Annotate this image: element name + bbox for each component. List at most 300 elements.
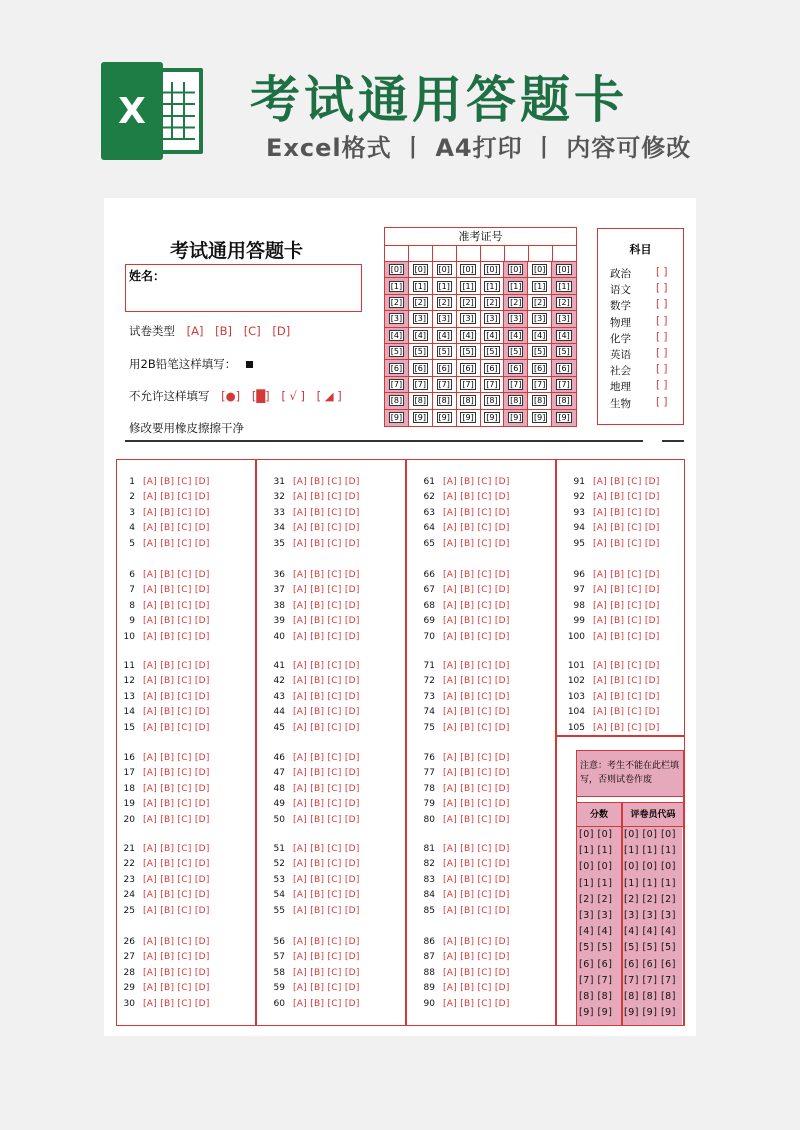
- exam-digit-bubble[interactable]: [552, 360, 576, 376]
- answer-options[interactable]: [A] [B] [C] [D]: [593, 477, 660, 487]
- question-row: [111, 476, 210, 488]
- subject-row[interactable]: [610, 379, 668, 394]
- answer-options[interactable]: [A] [B] [C] [D]: [143, 952, 210, 963]
- exam-digit-bubble[interactable]: [481, 344, 505, 360]
- exam-digit-label: [1]: [510, 281, 522, 291]
- score-bubble-row[interactable]: [2] [2]: [579, 893, 613, 905]
- exam-digit-bubble[interactable]: [457, 311, 481, 327]
- name-field[interactable]: [125, 264, 362, 312]
- answer-options[interactable]: [A] [B] [C] [D]: [443, 523, 510, 534]
- answer-options[interactable]: [A] [B] [C] [D]: [143, 631, 210, 642]
- exam-digit-bubble[interactable]: [385, 278, 409, 294]
- exam-digit-bubble[interactable]: [528, 393, 552, 409]
- answer-options[interactable]: [A] [B] [C] [D]: [293, 937, 360, 947]
- grader-bubble-row[interactable]: [1] [1] [1]: [624, 877, 676, 889]
- answer-options[interactable]: [A] [B] [C] [D]: [293, 507, 360, 518]
- exam-digit-bubble[interactable]: [528, 360, 552, 376]
- score-bubble-row[interactable]: [0] [0]: [579, 829, 613, 840]
- exam-digit-label: [0]: [462, 265, 474, 275]
- answer-options[interactable]: [A] [B] [C] [D]: [443, 570, 510, 580]
- question-number: 26: [123, 937, 135, 947]
- paper-type-a[interactable]: [A]: [186, 324, 204, 338]
- exam-digit-label: [0]: [510, 265, 522, 275]
- exam-digit-bubble[interactable]: [504, 295, 528, 311]
- question-number: 27: [123, 952, 135, 963]
- exam-digit-bubble[interactable]: [433, 278, 457, 294]
- score-bubble-row[interactable]: [1] [1]: [579, 877, 613, 889]
- exam-digit-bubble[interactable]: [481, 262, 505, 278]
- score-bubble-row[interactable]: [4] [4]: [579, 926, 613, 938]
- exam-digit-label: [2]: [534, 297, 546, 307]
- exam-digit-bubble[interactable]: [552, 311, 576, 327]
- exam-digit-bubble[interactable]: [409, 360, 433, 376]
- answer-options[interactable]: [A] [B] [C] [D]: [143, 676, 210, 687]
- question-number: 36: [273, 570, 285, 580]
- answer-options[interactable]: [A] [B] [C] [D]: [593, 523, 660, 534]
- answer-options[interactable]: [A] [B] [C] [D]: [143, 814, 210, 825]
- subject-row[interactable]: [610, 282, 668, 297]
- exam-digit-bubble[interactable]: [457, 328, 481, 344]
- exam-digit-bubble[interactable]: [385, 328, 409, 344]
- question-row: [411, 631, 510, 643]
- answer-options[interactable]: [A] [B] [C] [D]: [143, 799, 210, 810]
- answer-options[interactable]: [A] [B] [C] [D]: [143, 874, 210, 885]
- subject-bubble[interactable]: [ ]: [656, 266, 668, 278]
- exam-digit-bubble[interactable]: [504, 393, 528, 409]
- answer-options[interactable]: [A] [B] [C] [D]: [293, 585, 360, 596]
- answer-options[interactable]: [A] [B] [C] [D]: [143, 768, 210, 779]
- answer-options[interactable]: [A] [B] [C] [D]: [143, 600, 210, 611]
- exam-digit-bubble[interactable]: [433, 262, 457, 278]
- answer-options[interactable]: [A] [B] [C] [D]: [143, 492, 210, 503]
- question-row: [111, 752, 210, 764]
- exam-digit-bubble[interactable]: [528, 295, 552, 311]
- answer-options[interactable]: [A] [B] [C] [D]: [593, 722, 660, 733]
- question-row: [111, 967, 210, 979]
- exam-digit-bubble[interactable]: [409, 328, 433, 344]
- paper-type-b[interactable]: [B]: [215, 324, 233, 338]
- exam-digit-bubble[interactable]: [528, 344, 552, 360]
- answer-options[interactable]: [A] [B] [C] [D]: [443, 937, 510, 947]
- grader-bubble-row[interactable]: [1] [1] [1]: [624, 845, 676, 857]
- exam-digit-bubble[interactable]: [528, 278, 552, 294]
- answer-options[interactable]: [A] [B] [C] [D]: [443, 707, 510, 718]
- exam-digit-bubble[interactable]: [385, 262, 409, 278]
- answer-options[interactable]: [A] [B] [C] [D]: [593, 538, 660, 549]
- subject-label: 语文: [610, 284, 631, 297]
- exam-digit-label: [5]: [486, 347, 498, 357]
- answer-options[interactable]: [A] [B] [C] [D]: [293, 523, 360, 534]
- answer-options[interactable]: [A] [B] [C] [D]: [143, 691, 210, 702]
- answer-options[interactable]: [A] [B] [C] [D]: [293, 859, 360, 870]
- question-row: [411, 491, 510, 503]
- exam-digit-bubble[interactable]: [552, 278, 576, 294]
- answer-options[interactable]: [A] [B] [C] [D]: [443, 768, 510, 779]
- exam-digit-bubble[interactable]: [457, 393, 481, 409]
- exam-digit-bubble[interactable]: [481, 377, 505, 393]
- exam-digit-label: [3]: [510, 314, 522, 324]
- answer-options[interactable]: [A] [B] [C] [D]: [443, 844, 510, 854]
- question-row: [561, 569, 660, 581]
- question-row: [561, 722, 660, 734]
- answer-options[interactable]: [A] [B] [C] [D]: [293, 814, 360, 825]
- question-number: 85: [423, 905, 435, 916]
- subject-bubble[interactable]: [ ]: [656, 363, 668, 376]
- exam-digit-bubble[interactable]: [385, 295, 409, 311]
- answer-options[interactable]: [A] [B] [C] [D]: [443, 890, 510, 901]
- paper-type-c[interactable]: [C]: [243, 324, 261, 338]
- question-number: 39: [273, 616, 285, 627]
- exam-digit-bubble[interactable]: [528, 377, 552, 393]
- grader-bubble-row[interactable]: [0] [0] [0]: [624, 861, 676, 873]
- subject-row[interactable]: [610, 266, 668, 281]
- subject-row[interactable]: [610, 298, 668, 313]
- answer-options[interactable]: [A] [B] [C] [D]: [293, 707, 360, 718]
- exam-digit-label: [7]: [510, 379, 522, 389]
- exam-number-box: [384, 227, 577, 427]
- answer-options[interactable]: [A] [B] [C] [D]: [293, 768, 360, 779]
- exam-digit-bubble[interactable]: [528, 262, 552, 278]
- exam-digit-bubble[interactable]: [481, 410, 505, 426]
- exam-digit-bubble[interactable]: [552, 344, 576, 360]
- answer-options[interactable]: [A] [B] [C] [D]: [593, 585, 660, 596]
- exam-digit-bubble[interactable]: [409, 295, 433, 311]
- exam-digit-label: [5]: [414, 347, 426, 357]
- exam-digit-bubble[interactable]: [504, 360, 528, 376]
- answer-options[interactable]: [A] [B] [C] [D]: [593, 507, 660, 518]
- grading-separator: [621, 803, 623, 1025]
- subject-bubble[interactable]: [ ]: [656, 347, 668, 359]
- answer-options[interactable]: [A] [B] [C] [D]: [143, 890, 210, 901]
- answer-options[interactable]: [A] [B] [C] [D]: [293, 676, 360, 687]
- exam-digit-bubble[interactable]: [433, 295, 457, 311]
- answer-options[interactable]: [A] [B] [C] [D]: [143, 507, 210, 518]
- exam-digit-bubble[interactable]: [504, 278, 528, 294]
- answer-options[interactable]: [A] [B] [C] [D]: [593, 600, 660, 611]
- subject-bubble[interactable]: [ ]: [656, 298, 668, 311]
- answer-options[interactable]: [A] [B] [C] [D]: [443, 616, 510, 627]
- exam-digit-bubble[interactable]: [409, 344, 433, 360]
- question-number: 12: [123, 676, 135, 687]
- exam-digit-bubble[interactable]: [457, 295, 481, 311]
- grader-bubble-row[interactable]: [4] [4] [4]: [624, 926, 676, 938]
- exam-digit-bubble[interactable]: [481, 311, 505, 327]
- answer-options[interactable]: [A] [B] [C] [D]: [443, 722, 510, 733]
- exam-digit-bubble[interactable]: [457, 410, 481, 426]
- exam-digit-bubble[interactable]: [504, 410, 528, 426]
- question-number: 59: [273, 983, 285, 994]
- pencil-label: 用2B铅笔这样填写：: [129, 357, 237, 371]
- exam-number-write-row[interactable]: [385, 246, 576, 262]
- excel-grid-shape: [159, 82, 195, 140]
- answer-options[interactable]: [A] [B] [C] [D]: [293, 905, 360, 916]
- answer-options[interactable]: [A] [B] [C] [D]: [443, 600, 510, 611]
- answer-options[interactable]: [A] [B] [C] [D]: [593, 616, 660, 627]
- question-number: 17: [123, 768, 135, 779]
- exam-digit-label: [4]: [534, 330, 546, 340]
- exam-digit-label: [8]: [510, 396, 522, 406]
- answer-options[interactable]: [A] [B] [C] [D]: [293, 799, 360, 810]
- answer-options[interactable]: [A] [B] [C] [D]: [143, 523, 210, 534]
- question-number: 43: [273, 691, 285, 702]
- answer-options[interactable]: [A] [B] [C] [D]: [143, 783, 210, 794]
- exam-digit-bubble[interactable]: [433, 360, 457, 376]
- question-number: 10: [123, 631, 135, 642]
- question-number: 47: [273, 768, 285, 779]
- score-bubble-row[interactable]: [8] [8]: [579, 991, 613, 1002]
- exam-digit-bubble[interactable]: [385, 410, 409, 426]
- exam-digit-bubble[interactable]: [385, 344, 409, 360]
- answer-options[interactable]: [A] [B] [C] [D]: [443, 859, 510, 870]
- exam-digit-bubble[interactable]: [504, 328, 528, 344]
- answer-options[interactable]: [A] [B] [C] [D]: [143, 538, 210, 549]
- answer-options[interactable]: [A] [B] [C] [D]: [443, 783, 510, 794]
- question-row: [561, 522, 660, 534]
- exam-digit-bubble[interactable]: [457, 377, 481, 393]
- exam-digit-bubble[interactable]: [457, 360, 481, 376]
- question-row: [411, 874, 510, 886]
- exam-digit-bubble[interactable]: [409, 311, 433, 327]
- question-number: 71: [423, 661, 435, 671]
- exam-digit-bubble[interactable]: [552, 295, 576, 311]
- question-number: 51: [273, 844, 285, 854]
- answer-options[interactable]: [A] [B] [C] [D]: [143, 998, 210, 1009]
- grader-bubble-row[interactable]: [9] [9] [9]: [624, 1007, 676, 1019]
- subject-row[interactable]: [610, 314, 668, 330]
- grader-bubble-row[interactable]: [2] [2] [2]: [624, 893, 676, 905]
- subject-row[interactable]: [610, 347, 668, 362]
- answer-options[interactable]: [A] [B] [C] [D]: [293, 477, 360, 487]
- answer-options[interactable]: [A] [B] [C] [D]: [593, 691, 660, 702]
- answer-options[interactable]: [A] [B] [C] [D]: [443, 983, 510, 994]
- answer-options[interactable]: [A] [B] [C] [D]: [143, 585, 210, 596]
- question-row: [411, 814, 510, 826]
- exam-digit-label: [4]: [558, 330, 570, 340]
- answer-options[interactable]: [A] [B] [C] [D]: [143, 983, 210, 994]
- answer-options[interactable]: [A] [B] [C] [D]: [443, 799, 510, 810]
- question-row: [111, 631, 210, 643]
- exam-digit-bubble[interactable]: [504, 377, 528, 393]
- question-row: [411, 584, 510, 596]
- exam-digit-bubble[interactable]: [433, 344, 457, 360]
- answer-options[interactable]: [A] [B] [C] [D]: [293, 616, 360, 627]
- question-number: 19: [123, 799, 135, 810]
- answer-options[interactable]: [A] [B] [C] [D]: [443, 814, 510, 825]
- subject-bubble[interactable]: [ ]: [656, 282, 668, 295]
- question-row: [261, 767, 360, 779]
- paper-type-d[interactable]: [D]: [272, 324, 291, 338]
- question-number: 42: [273, 676, 285, 687]
- question-row: [411, 722, 510, 734]
- exam-digit-bubble[interactable]: [409, 393, 433, 409]
- question-number: 77: [423, 768, 435, 779]
- subject-row[interactable]: [610, 395, 668, 411]
- exam-digit-bubble[interactable]: [528, 410, 552, 426]
- answer-options[interactable]: [A] [B] [C] [D]: [443, 538, 510, 549]
- exam-digit-bubble[interactable]: [385, 360, 409, 376]
- exam-digit-bubble[interactable]: [385, 377, 409, 393]
- answer-options[interactable]: [A] [B] [C] [D]: [143, 477, 210, 487]
- score-bubble-row[interactable]: [0] [0]: [579, 861, 613, 873]
- exam-number-grid: [385, 262, 576, 426]
- answer-options[interactable]: [A] [B] [C] [D]: [293, 844, 360, 854]
- exam-digit-bubble[interactable]: [552, 410, 576, 426]
- answer-options[interactable]: [A] [B] [C] [D]: [143, 967, 210, 978]
- answer-options[interactable]: [A] [B] [C] [D]: [593, 570, 660, 580]
- answer-options[interactable]: [A] [B] [C] [D]: [293, 753, 360, 763]
- subject-row[interactable]: [610, 330, 668, 346]
- exam-digit-label: [7]: [486, 379, 498, 389]
- answer-options[interactable]: [A] [B] [C] [D]: [293, 998, 360, 1009]
- answer-options[interactable]: [A] [B] [C] [D]: [293, 691, 360, 702]
- exam-digit-label: [4]: [390, 330, 403, 340]
- answer-options[interactable]: [A] [B] [C] [D]: [293, 783, 360, 794]
- answer-options[interactable]: [A] [B] [C] [D]: [443, 585, 510, 596]
- grader-bubble-row[interactable]: [6] [6] [6]: [624, 958, 676, 970]
- exam-digit-bubble[interactable]: [457, 278, 481, 294]
- score-bubble-row[interactable]: [7] [7]: [579, 974, 613, 986]
- answer-options[interactable]: [A] [B] [C] [D]: [443, 967, 510, 978]
- answer-options[interactable]: [A] [B] [C] [D]: [443, 492, 510, 503]
- grader-bubble-row[interactable]: [3] [3] [3]: [624, 910, 676, 921]
- question-row: [561, 600, 660, 612]
- exam-digit-bubble[interactable]: [409, 278, 433, 294]
- question-row: [261, 858, 360, 870]
- answer-options[interactable]: [A] [B] [C] [D]: [293, 600, 360, 611]
- question-number: 11: [123, 661, 135, 671]
- score-bubble-row[interactable]: [5] [5]: [579, 942, 613, 954]
- answer-options[interactable]: [A] [B] [C] [D]: [593, 707, 660, 718]
- answer-options[interactable]: [A] [B] [C] [D]: [143, 707, 210, 718]
- subject-bubble[interactable]: [ ]: [656, 330, 668, 343]
- exam-digit-bubble[interactable]: [433, 410, 457, 426]
- subject-bubble[interactable]: [ ]: [656, 379, 668, 392]
- answer-options[interactable]: [A] [B] [C] [D]: [443, 676, 510, 687]
- exam-digit-label: [5]: [462, 347, 474, 357]
- answer-options[interactable]: [A] [B] [C] [D]: [443, 753, 510, 763]
- exam-digit-bubble[interactable]: [481, 360, 505, 376]
- subject-label: 英语: [610, 349, 631, 361]
- answer-options[interactable]: [A] [B] [C] [D]: [593, 661, 660, 671]
- exam-digit-bubble[interactable]: [552, 262, 576, 278]
- question-row: [411, 998, 510, 1010]
- exam-digit-bubble[interactable]: [552, 377, 576, 393]
- answer-options[interactable]: [A] [B] [C] [D]: [593, 676, 660, 687]
- exam-digit-bubble[interactable]: [481, 393, 505, 409]
- exam-digit-bubble[interactable]: [385, 393, 409, 409]
- answer-options[interactable]: [A] [B] [C] [D]: [443, 874, 510, 885]
- answer-options[interactable]: [A] [B] [C] [D]: [443, 998, 510, 1009]
- answer-options[interactable]: [A] [B] [C] [D]: [593, 492, 660, 503]
- answer-options[interactable]: [A] [B] [C] [D]: [143, 616, 210, 627]
- question-row: [561, 615, 660, 627]
- exam-digit-label: [4]: [438, 330, 450, 340]
- answer-options[interactable]: [A] [B] [C] [D]: [143, 905, 210, 916]
- exam-digit-bubble[interactable]: [457, 344, 481, 360]
- exam-digit-bubble[interactable]: [552, 393, 576, 409]
- answer-options[interactable]: [A] [B] [C] [D]: [443, 952, 510, 963]
- answer-options[interactable]: [A] [B] [C] [D]: [443, 905, 510, 916]
- subject-bubble[interactable]: [ ]: [656, 395, 668, 408]
- exam-digit-label: [7]: [558, 379, 570, 389]
- exam-digit-bubble[interactable]: [504, 262, 528, 278]
- subject-label: 政治: [610, 268, 631, 280]
- answer-options[interactable]: [A] [B] [C] [D]: [443, 631, 510, 642]
- exam-digit-bubble[interactable]: [528, 328, 552, 344]
- grader-bubble-row[interactable]: [8] [8] [8]: [624, 991, 676, 1002]
- question-number: 95: [573, 538, 585, 549]
- question-number: 28: [123, 967, 135, 978]
- question-row: [261, 631, 360, 643]
- grader-bubble-row[interactable]: [7] [7] [7]: [624, 974, 676, 986]
- exam-digit-bubble[interactable]: [433, 328, 457, 344]
- subject-bubble[interactable]: [ ]: [656, 314, 668, 327]
- answer-options[interactable]: [A] [B] [C] [D]: [293, 631, 360, 642]
- answer-options[interactable]: [A] [B] [C] [D]: [143, 661, 210, 671]
- answer-options[interactable]: [A] [B] [C] [D]: [293, 874, 360, 885]
- question-number: 44: [273, 707, 285, 718]
- answer-options[interactable]: [A] [B] [C] [D]: [293, 952, 360, 963]
- exam-digit-bubble[interactable]: [481, 295, 505, 311]
- answer-options[interactable]: [A] [B] [C] [D]: [293, 570, 360, 580]
- exam-digit-bubble[interactable]: [409, 377, 433, 393]
- answer-options[interactable]: [A] [B] [C] [D]: [293, 492, 360, 503]
- exam-digit-bubble[interactable]: [552, 328, 576, 344]
- question-row: [261, 967, 360, 979]
- answer-options[interactable]: [A] [B] [C] [D]: [293, 983, 360, 994]
- answer-options[interactable]: [A] [B] [C] [D]: [143, 844, 210, 854]
- exam-digit-bubble[interactable]: [409, 262, 433, 278]
- subject-row[interactable]: [610, 363, 668, 378]
- exam-digit-bubble[interactable]: [481, 328, 505, 344]
- answer-options[interactable]: [A] [B] [C] [D]: [143, 859, 210, 870]
- answer-options[interactable]: [A] [B] [C] [D]: [443, 691, 510, 702]
- exam-digit-bubble[interactable]: [385, 311, 409, 327]
- answer-options[interactable]: [A] [B] [C] [D]: [293, 890, 360, 901]
- score-bubble-row[interactable]: [9] [9]: [579, 1007, 613, 1019]
- question-number: 70: [423, 631, 435, 642]
- answer-options[interactable]: [A] [B] [C] [D]: [143, 937, 210, 947]
- answer-options[interactable]: [A] [B] [C] [D]: [443, 661, 510, 671]
- exam-digit-bubble[interactable]: [504, 311, 528, 327]
- grader-bubble-row[interactable]: [5] [5] [5]: [624, 942, 676, 954]
- exam-digit-bubble[interactable]: [409, 410, 433, 426]
- answer-options[interactable]: [A] [B] [C] [D]: [443, 477, 510, 487]
- answer-options[interactable]: [A] [B] [C] [D]: [293, 538, 360, 549]
- answer-options[interactable]: [A] [B] [C] [D]: [143, 722, 210, 733]
- exam-digit-bubble[interactable]: [481, 278, 505, 294]
- answer-options[interactable]: [A] [B] [C] [D]: [293, 722, 360, 733]
- subject-label: 生物: [610, 397, 631, 410]
- exam-digit-bubble[interactable]: [433, 393, 457, 409]
- question-number: 68: [423, 600, 435, 611]
- exam-digit-bubble[interactable]: [457, 262, 481, 278]
- answer-options[interactable]: [A] [B] [C] [D]: [143, 570, 210, 580]
- answer-options[interactable]: [A] [B] [C] [D]: [143, 753, 210, 763]
- exam-digit-bubble[interactable]: [433, 311, 457, 327]
- grader-bubble-row[interactable]: [0] [0] [0]: [624, 829, 676, 840]
- answer-options[interactable]: [A] [B] [C] [D]: [293, 661, 360, 671]
- exam-digit-bubble[interactable]: [433, 377, 457, 393]
- exam-digit-bubble[interactable]: [528, 311, 552, 327]
- answer-options[interactable]: [A] [B] [C] [D]: [593, 631, 660, 642]
- score-bubble-row[interactable]: [6] [6]: [579, 958, 613, 970]
- answer-options[interactable]: [A] [B] [C] [D]: [443, 507, 510, 518]
- score-bubble-row[interactable]: [1] [1]: [579, 845, 613, 857]
- score-bubble-row[interactable]: [3] [3]: [579, 910, 613, 921]
- exam-digit-bubble[interactable]: [504, 344, 528, 360]
- answer-options[interactable]: [A] [B] [C] [D]: [293, 967, 360, 978]
